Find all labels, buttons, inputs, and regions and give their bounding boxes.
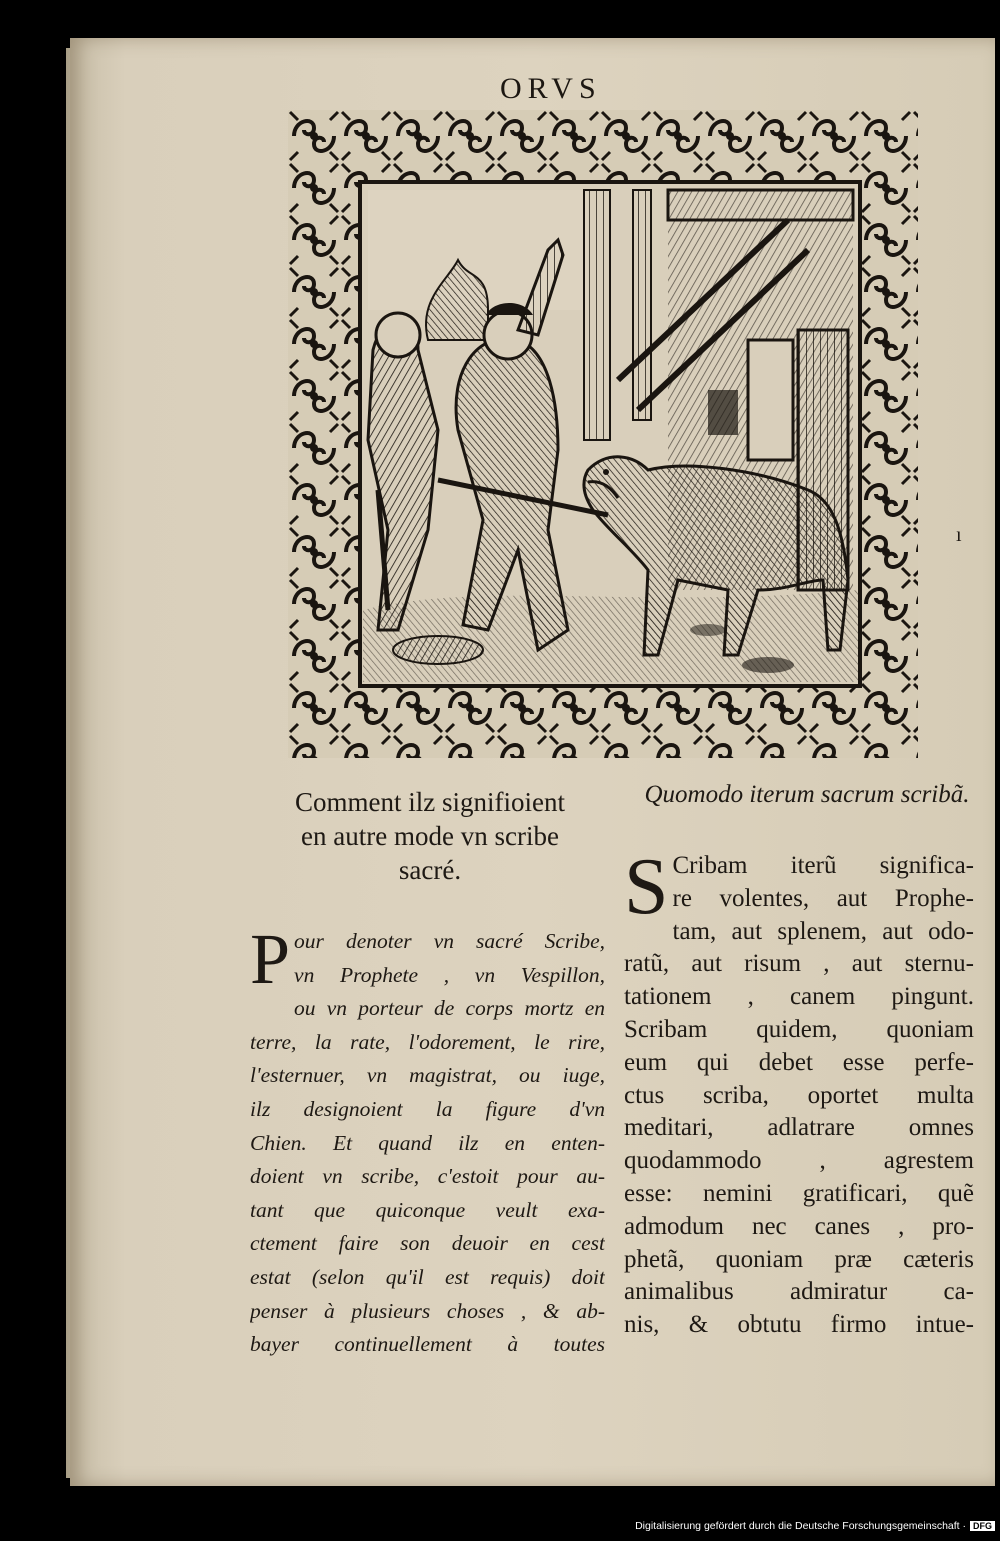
latin-line: ratũ, aut risum , aut sternu-: [624, 950, 974, 978]
latin-line: nis, & obtutu firmo intue-: [624, 1311, 974, 1339]
french-line: tant que quiconque veult exa-: [250, 1197, 605, 1222]
french-line: our denoter vn sacré Scribe,: [294, 929, 605, 953]
french-heading-line: en autre mode vn scribe: [301, 821, 559, 851]
latin-heading: Quomodo iterum sacrum scribã.: [644, 781, 970, 808]
french-line: ou vn porteur de corps mortz en: [294, 996, 605, 1021]
french-line: Chien. Et quand ilz en enten-: [250, 1130, 605, 1155]
french-body: [250, 919, 605, 1362]
latin-line: phetã, quoniam præ cæteris: [624, 1245, 974, 1273]
dfg-logo[interactable]: DFG: [970, 1521, 995, 1531]
french-line: ilz designoient la figure d'vn: [250, 1096, 605, 1121]
french-line: estat (selon qu'il est requis) doit: [250, 1264, 605, 1289]
latin-line: eum qui debet esse perfe-: [624, 1048, 974, 1076]
latin-line: ctus scriba, oportet multa: [624, 1081, 974, 1109]
latin-line: re volentes, aut Prophe-: [672, 884, 974, 912]
footer-text: Digitalisierung gefördert durch die Deutsche Forschungsgemeinschaft ·: [635, 1520, 966, 1532]
latin-line: admodum nec canes , pro-: [624, 1212, 974, 1240]
french-heading-line: Comment ilz signifioient: [295, 787, 565, 817]
latin-dropcap: S: [624, 843, 669, 931]
french-line: bayer continuellement à toutes: [250, 1332, 605, 1357]
woodcut-svg: [288, 110, 918, 758]
latin-line: meditari, adlatrare omnes: [624, 1114, 974, 1142]
french-line: penser à plusieurs choses , & ab-: [250, 1298, 605, 1323]
woodcut-illustration: [288, 110, 918, 758]
latin-line: esse: nemini gratificari, quẽ: [624, 1179, 974, 1207]
french-line: ctement faire son deuoir en cest: [250, 1231, 605, 1256]
footer-credit: [600, 1520, 995, 1540]
latin-line: tationem , canem pingunt.: [624, 983, 974, 1011]
french-line: doient vn scribe, c'estoit pour au-: [250, 1164, 605, 1189]
latin-line: quodammodo , agrestem: [624, 1147, 974, 1175]
french-line: vn Prophete , vn Vespillon,: [294, 962, 605, 987]
latin-body: [624, 843, 974, 1342]
latin-line: Cribam iterũ significa-: [672, 852, 974, 879]
french-heading-line: sacré.: [398, 855, 462, 885]
latin-line: Scribam quidem, quoniam: [624, 1015, 974, 1043]
french-line: terre, la rate, l'odorement, le rire,: [250, 1029, 605, 1054]
latin-line: animalibus admiratur ca-: [624, 1278, 974, 1306]
french-heading: [250, 785, 610, 887]
running-head: ORVS: [500, 72, 602, 105]
french-dropcap: P: [250, 919, 291, 999]
margin-mark: ı: [956, 524, 962, 546]
french-line: l'esternuer, vn magistrat, ou iuge,: [250, 1063, 605, 1088]
latin-line: tam, aut splenem, aut odo-: [672, 917, 974, 945]
